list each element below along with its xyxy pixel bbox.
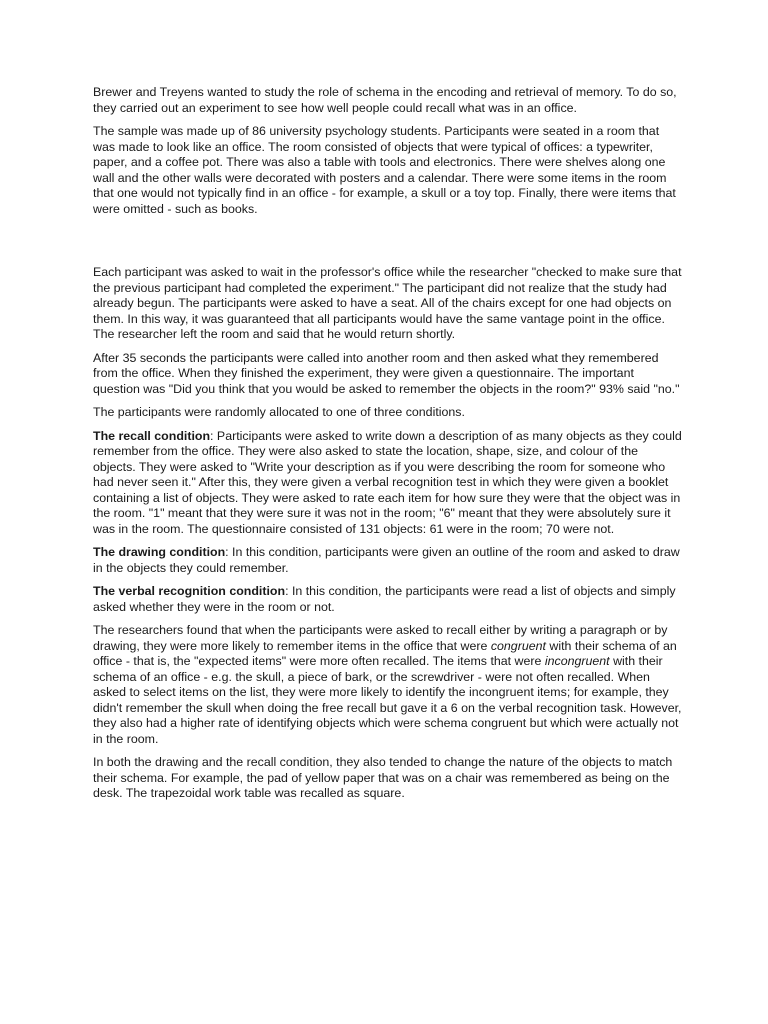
findings-text-a: The researchers found that when the participants were asked to recall either by writing a paragraph or by drawing, they were more likely to remember items in the office that were <box>93 623 668 653</box>
incongruent-term: incongruent <box>544 654 610 668</box>
verbal-condition-paragraph <box>93 584 683 615</box>
recall-condition-heading: The recall condition <box>93 428 211 443</box>
sample-paragraph: The sample was made up of 86 university psychology students. Participants were seated in a room that was made to look like an office. The room consisted of objects that were typical of offices: a typewriter, paper, and a coffee pot. There was also a table with tools and electronics. There were shelves along one wall and the other walls were decorated with posters and a calendar. There were some items in the room that one would not typically find in an office - for example, a skull or a toy top. Finally, there were items that were omitted - such as books. <box>93 124 676 216</box>
drawing-condition-heading: The drawing condition <box>93 545 226 559</box>
questionnaire-paragraph: After 35 seconds the participants were called into another room and then asked what they remembered from the office. When they finished the experiment, they were given a questionnaire. The important question was "Did you think that you would be asked to remember the objects in the room?" 93% said "no." <box>93 350 680 396</box>
recall-condition-paragraph <box>93 429 683 538</box>
verbal-condition-heading: The verbal recognition condition <box>93 584 286 598</box>
drawing-condition-paragraph <box>93 545 683 576</box>
findings-text-c: with their schema of an office - e.g. the skull, a piece of bark, or the screwdriver - were not often recalled. When asked to select items on the list, they were more likely to identify the incongruent items; for example, they didn't remember the skull when doing the free recall but gave it a 6 on the verbal recognition task. However, they also had a higher rate of identifying objects which were schema congruent but which were actually not in the room. <box>93 654 682 746</box>
verbal-condition-text: : In this condition, the participants were read a list of objects and simply asked whether they were in the room or not. <box>93 584 676 614</box>
congruent-term: congruent <box>490 638 546 653</box>
document-page <box>93 85 683 810</box>
intro-paragraph: Brewer and Treyens wanted to study the role of schema in the encoding and retrieval of memory. To do so, they carried out an experiment to see how well people could recall what was in an office. <box>93 85 677 115</box>
findings-paragraph <box>93 623 683 747</box>
conditions-paragraph: The participants were randomly allocated to one of three conditions. <box>93 405 465 419</box>
procedure-paragraph: Each participant was asked to wait in the professor's office while the researcher "checked to make sure that the previous participant had completed the experiment." The participant did not realize that the study had already begun. The participants were asked to have a seat. All of the chairs except for one had objects on them. In this way, it was guaranteed that all participants would have the same vantage point in the office. The researcher left the room and said that he would return shortly. <box>93 265 682 341</box>
schema-change-paragraph: In both the drawing and the recall condition, they also tended to change the nature of the objects to match their schema. For example, the pad of yellow paper that was on a chair was remembered as being on the desk. The trapezoidal work table was recalled as square. <box>93 755 673 800</box>
findings-text-b: with their schema of an office - that is, the "expected items" were more often recalled. The items that were <box>93 638 677 668</box>
drawing-condition-text: : In this condition, participants were given an outline of the room and asked to draw in the objects they could remember. <box>93 545 680 575</box>
recall-condition-text: : Participants were asked to write down a description of as many objects as they could remember from the office. They were also asked to state the location, shape, size, and colour of the objects. They were asked to "Write your description as if you were describing the room for someone who had never seen it." After this, they were given a verbal recognition test in which they were given a booklet containing a list of objects. They were asked to rate each item for how sure they were that the object was in the room. "1" meant that they were sure it was not in the room; "6" meant that they were absolutely sure it was in the room. The questionnaire consisted of 131 objects: 61 were in the room; 70 were not. <box>93 428 682 536</box>
